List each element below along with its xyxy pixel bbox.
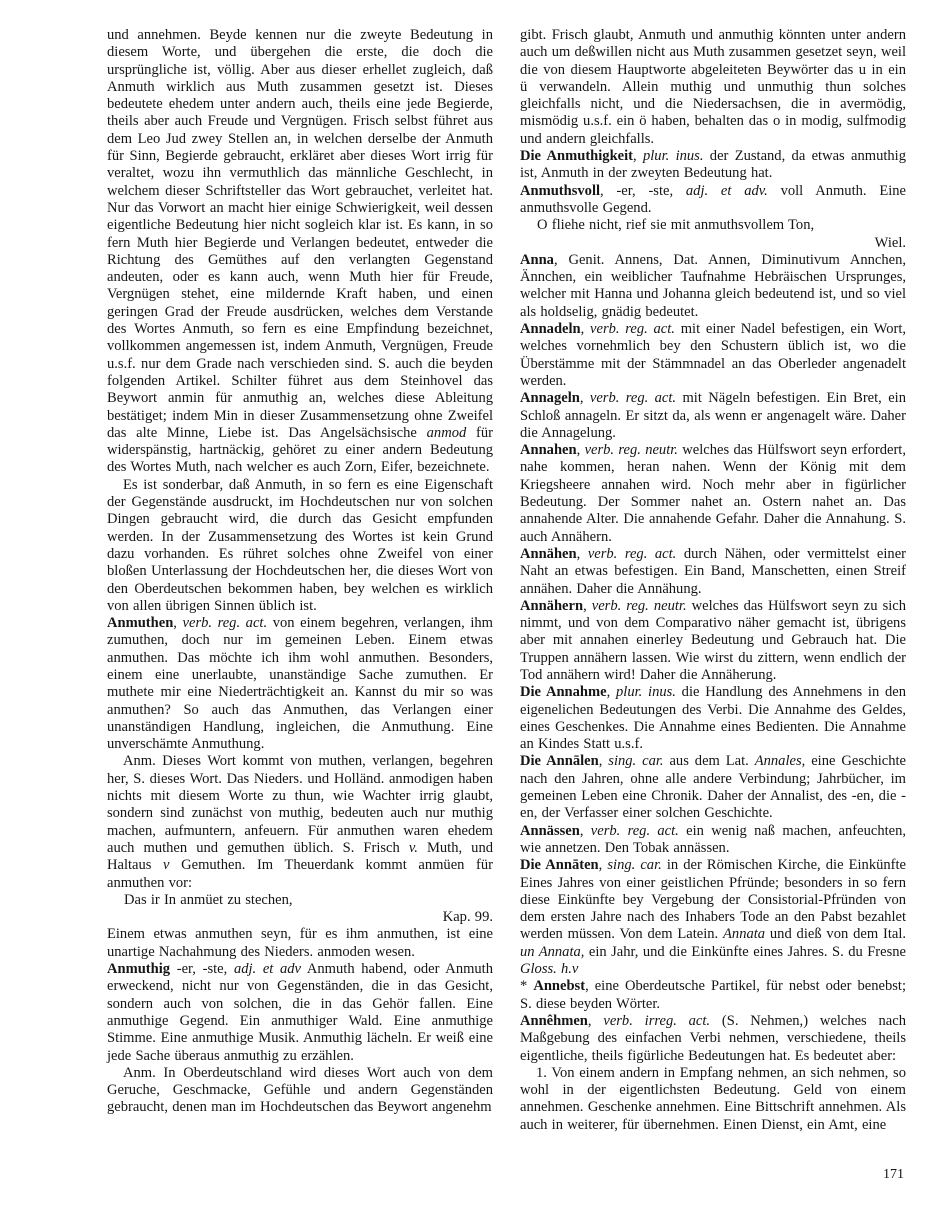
paragraph: und annehmen. Beyde kennen nur die zweyte Bedeutung in diesem Worte, und übergehen die erste, die doch die ursprüngliche ist, völlig. Aber aus dieser erhellet zugleich, daß Anmuth wirklich aus Muth zusammen gesetzt ist. Dieses bedeutete ehedem unter andern auch, theils eine jede Begierde, theils aber auch Freude und Vergnügen. Frisch selbst führet aus dem Leo Jud zwey Stellen an, in welchen derselbe der Anmuth für Sinn, Begierde gebraucht, erkläret aber dieses Wort irrig für veraltet, wozu ihn vermuthlich das männliche Geschlecht, in welchem dieser Schriftsteller das Wort gebrauchet, verleitet hat. Nur das Vorwort an macht hier einige Schwierigkeit, weil dessen eigentliche Bedeutung hier nicht sogleich klar ist. Es kann, in so fern Muth hier Begierde und Verlangen bedeutet, entweder die Richtung des Gemüthes auf den verlangten Gegenstand andeuten, oder es kann auch, wenn Muth hier für Freude, Vergnügen stehet, eine mildernde Kraft haben, und einen geringen Grad der Freude ausdrücken, welches dem Verstande des Wortes Anmuth, so fern es eine Empfindung bezeichnet, vollkommen angemessen ist, indem Anmuth, Vergnügen, Freude u.s.f. nur dem Grade nach verschieden sind. S. auch die beyden folgenden Artikel. Schilter führet aus dem Steinhovel das Beywort anmin für anmuthig an, welches diese Ableitung bestätiget; indem Min in dieser Zusammensetzung ohne Zweifel das alte Minne, Liebe ist. Das Angelsächsische anmod für widerspänstig, hartnäckig, gehöret zu einer andern Bedeutung des Wortes Muth, nach welcher es auch Zorn, Eifer, bezeichnete.: [107, 27, 493, 476]
dictionary-entry: Anmuthig -er, -ste, adj. et adv Anmuth habend, oder Anmuth erweckend, nicht nur von Gegenständen, die in das Gesicht, sondern auch von solchen, die in das Gehör fallen. Eine anmuthige Gegend. Ein anmuthiger Wald. Eine anmuthige Stimme. Eine anmuthige Musik. Anmuthig lächeln. Er weiß eine jede Sache überaus anmuthig zu erzählen.: [107, 961, 493, 1064]
grammar-label: verb. reg. neutr.: [584, 442, 678, 459]
grammar-label: verb. reg. act.: [587, 545, 677, 562]
paragraph: 1. Von einem andern in Empfang nehmen, an sich nehmen, so wohl in der eigentlichsten Bedeutung. Geld von einem annehmen. Geschenke annehmen. Eine Bittschrift annehmen. Als auch in weiterer, für übernehmen. Einen Dienst, ein Amt, eine: [520, 1064, 906, 1133]
verse-quote: Das ir In anmüet zu stechen,: [124, 891, 293, 908]
grammar-label: verb. reg. neutr.: [591, 597, 687, 614]
grammar-label: Annales: [754, 753, 802, 770]
paragraph: Einem etwas anmuthen seyn, für es ihm anmuthen, ist eine unartige Nachahmung des Nieders. anmoden wesen.: [107, 926, 493, 960]
grammar-label: plur. inus.: [616, 684, 676, 701]
grammar-label: verb. reg. act.: [590, 321, 675, 338]
headword: Anna: [520, 251, 554, 268]
dictionary-entry: Annässen, verb. reg. act. ein wenig naß machen, anfeuchten, wie annetzen. Den Tobak annässen.: [520, 822, 907, 856]
headword: Annadeln: [520, 321, 581, 338]
dictionary-entry: Annähern, verb. reg. neutr. welches das Hülfswort seyn zu sich nimmt, und von dem Comparativo näher gemacht ist, übrigens aber mit annahen einerley Bedeutung und Gebrauch hat. Die Truppen annähern lassen. Wie wirst du zittern, wenn endlich der Tod annähern wird! Daher die Annäherung.: [520, 597, 907, 683]
dictionary-entry: Die Annālen, sing. car. aus dem Lat. Annales, eine Geschichte nach den Jahren, ohne alle andere Verbindung; Jahrbücher, im gemeinen Leben eine Chronik. Daher der Annalist, des -en, die -en, der Verfasser einer solchen Geschichte.: [520, 753, 906, 822]
page-number: 171: [883, 1166, 904, 1182]
paragraph: Es ist sonderbar, daß Anmuth, in so fern es eine Eigenschaft der Gegenstände ausdruckt, im Hochdeutschen nur von solchen Dingen gebraucht wird, die durch das Gesicht empfunden werden. In der Zusammensetzung des Wortes ist kein Grund dazu vorhanden. Es rühret solches ohne Zweifel von einer bloßen Unterlassung der Hochdeutschen her, die dieses Wort von den Oberdeutschen bekommen haben, bey welchen es wirklich von allen übrigen Sinnen üblich ist.: [107, 476, 493, 614]
grammar-label: verb. reg. act.: [182, 615, 268, 632]
dictionary-entry: Anmuthen, verb. reg. act. von einem begehren, verlangen, ihm zumuthen, doch nur im gemeinen Leben. Einem etwas anmuthen. Das möchte ich ihm wohl anmuthen. Besonders, einem eine unerlaubte, unanständige Sache zumuthen. Er muthete mir eine Niederträchtigkeit an. Kannst du mir so was anmuthen? So auch das Anmuthen, das Verlangen einer unanständigen Handlung, ingleichen, die Anmuthung. Eine unverschämte Anmuthung.: [107, 615, 493, 753]
dictionary-entry: Die Annāten, sing. car. in der Römischen Kirche, die Einkünfte Eines Jahres von einer geistlichen Pfründe; besonders in so fern diese Einkünfte bey Vergebung der Consistorial-Pfründen von dem ersten Jahre nach des Inhabers Tode an den Pabst bezahlet werden müssen. Von dem Latein. Annata und dieß von dem Ital. un Annata, ein Jahr, und die Einkünfte eines Jahres. S. du Fresne Gloss. h.v: [520, 857, 906, 978]
column-right: [520, 27, 906, 1134]
headword: Annageln: [520, 390, 580, 407]
headword: Annêhmen: [520, 1012, 588, 1029]
dictionary-entry: Annadeln, verb. reg. act. mit einer Nadel befestigen, ein Wort, welches vornehmlich bey den Schustern üblich ist, wo die Überstämme mit der Stämmnadel an das Oberleder angenadelt werden.: [520, 321, 906, 389]
dictionary-entry: Annageln, verb. reg. act. mit Nägeln befestigen. Ein Bret, ein Schloß annageln. Er sitzt da, als wenn er angenagelt wäre. Daher die Annagelung.: [520, 390, 906, 441]
grammar-label: adj. et adv: [233, 961, 302, 978]
dictionary-entry: Die Annahme, plur. inus. die Handlung des Annehmens in den eigenelichen Bedeutungen des Verbi. Die Annahme des Geldes, eines Geschenkes. Die Annahme eines Bedienten. Die Annahme an Kindes Statt u.s.f.: [520, 684, 907, 753]
grammar-label: Gloss. h.v: [520, 961, 579, 978]
dictionary-entry: * Annebst, eine Oberdeutsche Partikel, für nebst oder benebst; S. diese beyden Wörter.: [520, 978, 906, 1012]
grammar-label: Annata: [723, 926, 766, 943]
grammar-label: anmod: [426, 424, 467, 441]
headword: Annähern: [520, 597, 584, 614]
column-left: [107, 27, 493, 1117]
grammar-label: v: [163, 857, 170, 874]
grammar-label: sing. car.: [607, 857, 662, 874]
headword: Anmuthen: [107, 615, 174, 632]
dictionary-entry: Anna, Genit. Annens, Dat. Annen, Diminutivum Annchen, Ännchen, ein weiblicher Taufnahme Hebräischen Ursprunges, welcher mit Hanna und Johanna gleich bedeutend ist, und so viel als holdselig, gnädig bedeutet.: [520, 251, 906, 320]
grammar-label: verb. reg. act.: [589, 390, 677, 407]
headword: Die Annālen: [520, 753, 599, 770]
paragraph: Anm. Dieses Wort kommt von muthen, verlangen, begehren her, S. dieses Wort. Das Nieders. und Holländ. anmodigen haben nichts mit diesem Worte zu thun, wie Wachter irrig glaubt, sondern sind zunächst von muthig, bedeuten auch nur muthig machen, aufmuntern, anfeuern. Für anmuthen waren ehedem auch muthen und gemuthen üblich. S. Frisch v. Muth, und Haltaus v Gemuthen. Im Theuerdank kommt anmüen für anmuthen vor:: [107, 753, 493, 891]
headword: Die Annāten: [520, 857, 599, 874]
attribution-line: Wiel.: [874, 234, 906, 251]
dictionary-entry: Annahen, verb. reg. neutr. welches das Hülfswort seyn erfordert, nahe kommen, heran nahen. Wenn der König mit dem Kriegsheere annahen wird. Noch mehr aber in figürlicher Bedeutung. Der Sommer nahet an. Ostern nahet an. Das annahende Alter. Die annahende Gefahr. Daher die Annahung. S. auch Annähern.: [520, 442, 906, 545]
headword: Annahen: [520, 442, 577, 459]
grammar-label: un Annata,: [520, 943, 585, 960]
grammar-label: plur. inus.: [642, 148, 704, 165]
verse-quote: O fliehe nicht, rief sie mit anmuthsvollem Ton,: [537, 217, 815, 234]
paragraph: Anm. In Oberdeutschland wird dieses Wort auch von dem Geruche, Geschmacke, Gefühle und andern Gegenständen gebraucht, denen man im Hochdeutschen das Beywort angenehm: [107, 1064, 493, 1116]
dictionary-entry: Annähen, verb. reg. act. durch Nähen, oder vermittelst einer Naht an etwas befestigen. Ein Band, Manschetten, einen Streif annähen. Daher die Annähung.: [520, 545, 906, 597]
grammar-label: sing. car.: [608, 753, 664, 770]
grammar-label: adj. et adv.: [685, 182, 768, 199]
headword: Anmuthig: [107, 961, 171, 978]
dictionary-entry: Annêhmen, verb. irreg. act. (S. Nehmen,) welches nach Maßgebung des einfachen Verbi nehmen, verschiedene, theils eigentliche, theils figürliche Bedeutungen hat. Es bedeutet aber:: [520, 1012, 906, 1064]
headword: Die Annahme: [520, 684, 607, 701]
headword: Die Anmuthigkeit: [520, 148, 634, 165]
headword: Annähen: [520, 545, 577, 562]
headword: Annebst: [533, 978, 586, 995]
paragraph: gibt. Frisch glaubt, Anmuth und anmuthig könnten unter andern auch um deßwillen nicht aus Muth zusammen gesetzet seyn, weil die von diesem Hauptworte abgeleiteten Beywörter das u in ein ü verwandeln. Allein muthig und unmuthig thun solches gleichfalls nicht, und die Niedersachsen, die in avermödig, mismödig u.s.f. ein ö haben, behalten das o in modig, sulfmodig und andern gleichfalls.: [520, 27, 906, 147]
grammar-label: v.: [408, 839, 418, 856]
grammar-label: verb. irreg. act.: [603, 1012, 711, 1029]
grammar-label: verb. reg. act.: [590, 822, 679, 839]
dictionary-entry: Die Anmuthigkeit, plur. inus. der Zustand, da etwas anmuthig ist, Anmuth in der zweyten Bedeutung hat.: [520, 148, 906, 182]
dictionary-entry: Anmuthsvoll, -er, -ste, adj. et adv. voll Anmuth. Eine anmuthsvolle Gegend.: [520, 182, 906, 216]
headword: Anmuthsvoll: [520, 182, 601, 199]
attribution-line: Kap. 99.: [442, 909, 493, 926]
headword: Annässen: [520, 822, 580, 839]
